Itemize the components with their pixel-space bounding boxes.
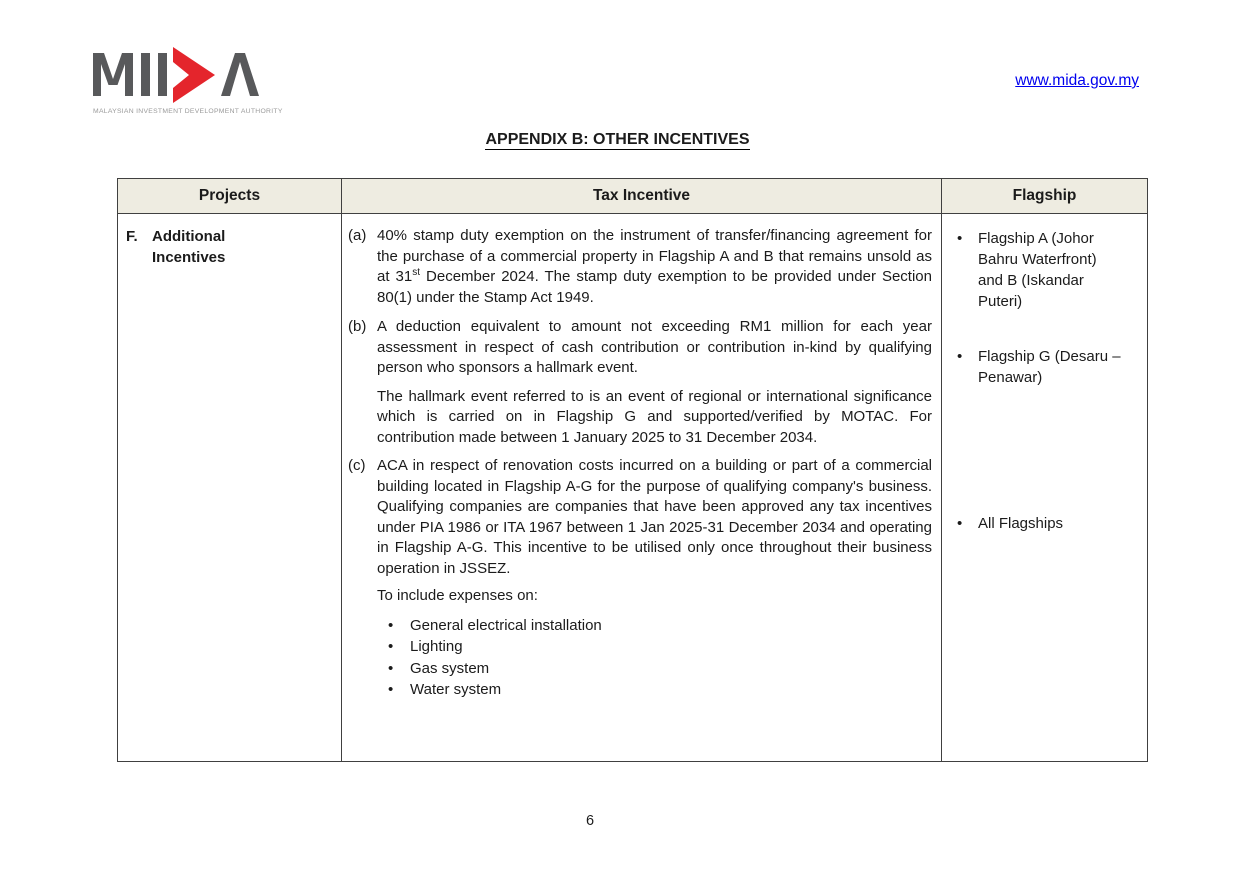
- table-header-row: [118, 179, 1148, 214]
- project-cell: [118, 214, 342, 762]
- list-item: • Gas system: [388, 658, 932, 680]
- list-item: • Flagship A (Johor Bahru Waterfront) and B (Iskandar Puteri): [950, 228, 1139, 312]
- list-item: • Flagship G (Desaru – Penawar): [950, 346, 1139, 388]
- header-projects: Projects: [118, 179, 342, 214]
- incentive-paragraph-b-continuation: The hallmark event referred to is an event of regional or international significance which is carried on in Flagship G and supported/verified by MOTAC. For contribution made between 1 January 2025 to 31 December 2034.: [377, 387, 932, 446]
- project-index: F.: [126, 228, 138, 245]
- page-number: 6: [586, 813, 595, 829]
- list-item: • General electrical installation: [388, 615, 932, 637]
- incentive-paragraph-b: [348, 317, 932, 379]
- paragraph-b-text: A deduction equivalent to amount not exceeding RM1 million for each year assessment in respect of cash contribution or contribution in-kind by qualifying person who sponsors a hallmark event.: [377, 318, 932, 376]
- header-flagship: Flagship: [942, 179, 1148, 214]
- mida-logomark-icon: [93, 47, 259, 104]
- list-item: • All Flagships: [950, 513, 1139, 534]
- header-tax-incentive: Tax Incentive: [342, 179, 942, 214]
- website-link[interactable]: www.mida.gov.my: [1015, 72, 1139, 89]
- page-title: APPENDIX B: OTHER INCENTIVES: [485, 131, 750, 148]
- mida-logo: [93, 47, 283, 115]
- incentive-paragraph-c: [348, 456, 932, 579]
- flagships-list: [950, 228, 1139, 534]
- list-item: • Water system: [388, 679, 932, 701]
- paragraph-c-text: ACA in respect of renovation costs incurred on a building or part of a commercial building located in Flagship A-G for the purpose of qualifying company's business. Qualifying companies are companies that have been approved any tax incentives under PIA 1986 or ITA 1967 between 1 Jan 2025-31 December 2034 and operating in Flagship A-G. This incentive to be utilised only once throughout their business operation in JSSEZ.: [377, 457, 932, 577]
- table-row: [118, 214, 1148, 762]
- incentive-paragraph-a: [348, 226, 932, 308]
- flagship-cell: [942, 214, 1148, 762]
- tax-incentive-cell: [342, 214, 942, 762]
- logo-tagline: MALAYSIAN INVESTMENT DEVELOPMENT AUTHORITY: [93, 108, 283, 115]
- paragraph-c-label: (c): [348, 457, 366, 474]
- list-item: • Lighting: [388, 636, 932, 658]
- paragraph-a-label: (a): [348, 227, 367, 244]
- project-name: Additional Incentives: [152, 228, 226, 266]
- paragraph-a-text-cont: December 2024. The stamp duty exemption to be provided under Section 80(1) under the Stamp Act 1949.: [377, 268, 932, 306]
- expenses-intro: To include expenses on:: [377, 587, 538, 604]
- ordinal-superscript: st: [412, 267, 420, 278]
- project-item: [126, 227, 286, 268]
- incentives-table: [117, 178, 1148, 762]
- paragraph-a-text: 40% stamp duty exemption on the instrument of transfer/financing agreement for the purchase of a commercial property in Flagship A and B that remains unsold as at 31: [377, 227, 932, 285]
- expenses-list: [348, 615, 932, 701]
- paragraph-b-label: (b): [348, 318, 367, 335]
